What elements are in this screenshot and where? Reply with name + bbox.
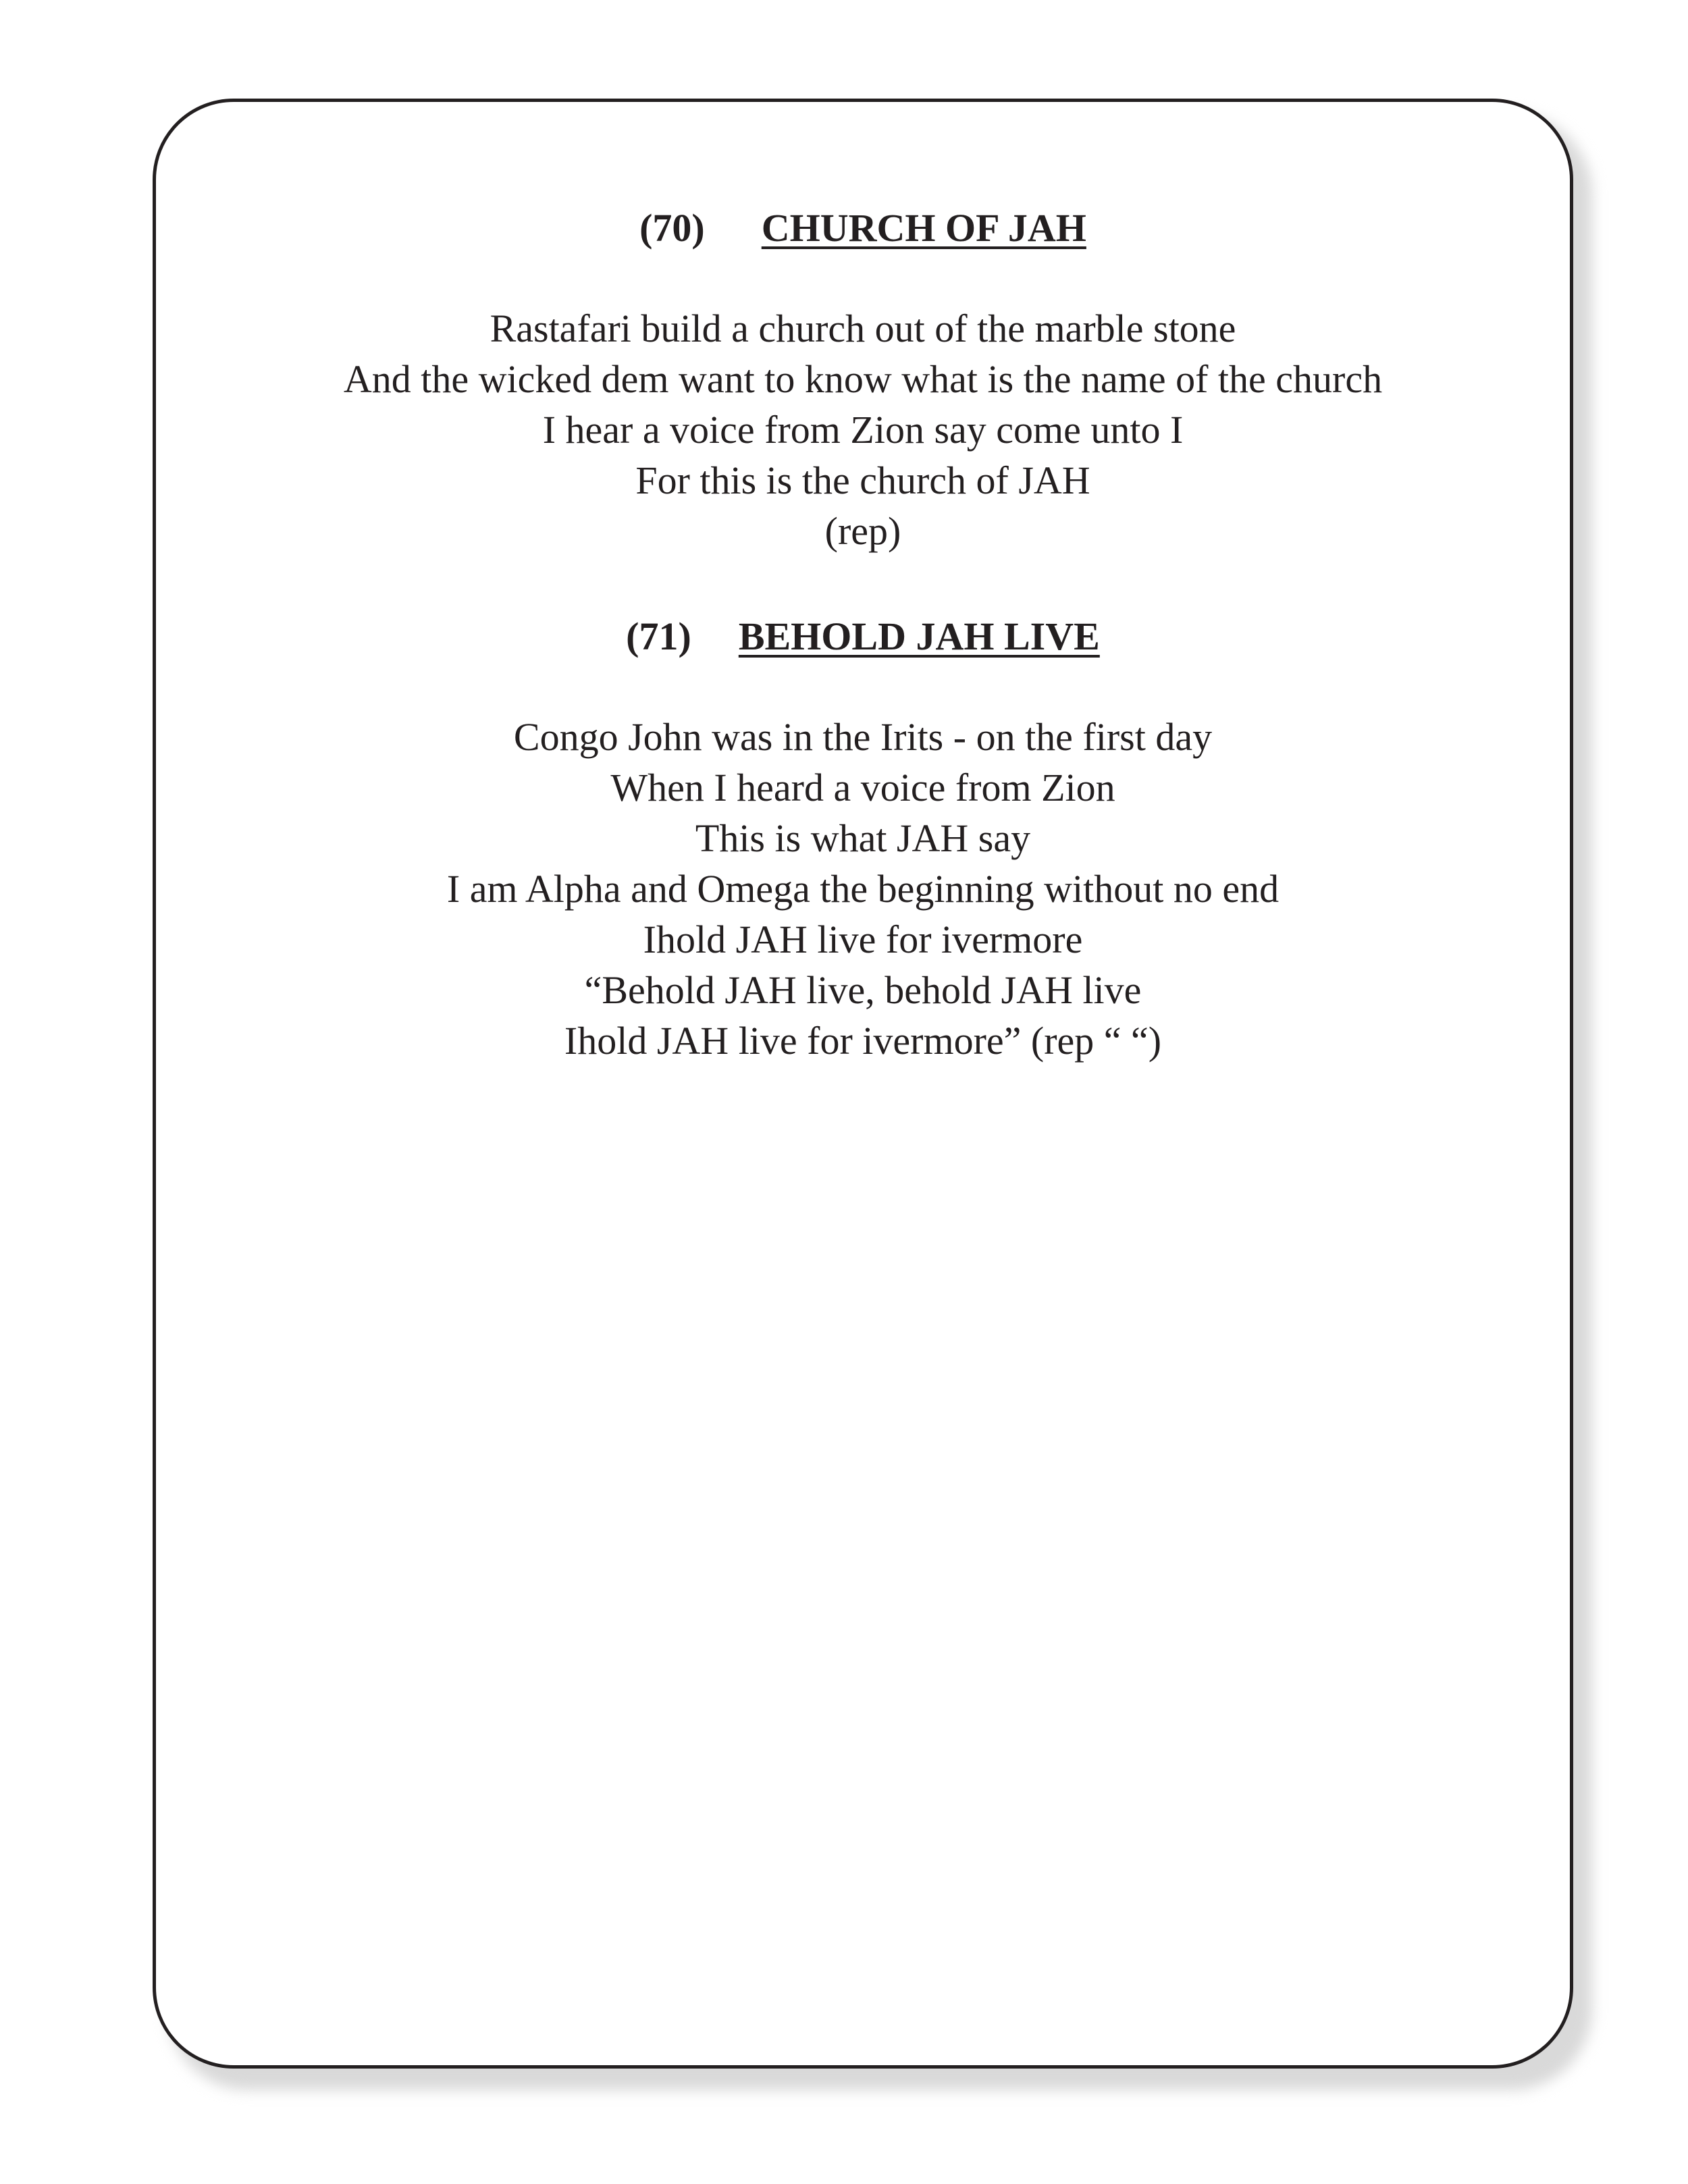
- lyric-line: This is what JAH say: [695, 816, 1031, 860]
- lyrics: [153, 712, 1573, 1066]
- lyric-line: And the wicked dem want to know what is the name of the church: [343, 357, 1383, 401]
- lyric-line: Congo John was in the Irits - on the first day: [513, 715, 1213, 759]
- song-70: [153, 205, 1573, 556]
- lyric-line: I hear a voice from Zion say come unto I: [542, 408, 1184, 452]
- song-71: [153, 613, 1573, 1066]
- lyric-line: Ihold JAH live for ivermore” (rep “ “): [564, 1019, 1162, 1063]
- lyrics: [153, 303, 1573, 556]
- lyric-line: “Behold JAH live, behold JAH live: [584, 968, 1142, 1012]
- song-number: (71): [626, 614, 691, 658]
- song-title: BEHOLD JAH LIVE: [738, 614, 1100, 658]
- song-title-heading: [153, 205, 1573, 252]
- song-title: CHURCH OF JAH: [761, 206, 1086, 250]
- lyric-line: When I heard a voice from Zion: [610, 766, 1115, 809]
- song-number: (70): [639, 206, 705, 250]
- song-title-heading: [153, 613, 1573, 660]
- lyric-line: I am Alpha and Omega the beginning without no end: [446, 867, 1280, 911]
- lyric-line: (rep): [824, 509, 901, 553]
- lyric-line: For this is the church of JAH: [635, 458, 1090, 502]
- lyric-line: Rastafari build a church out of the marble stone: [490, 307, 1236, 350]
- lyric-line: Ihold JAH live for ivermore: [643, 917, 1083, 961]
